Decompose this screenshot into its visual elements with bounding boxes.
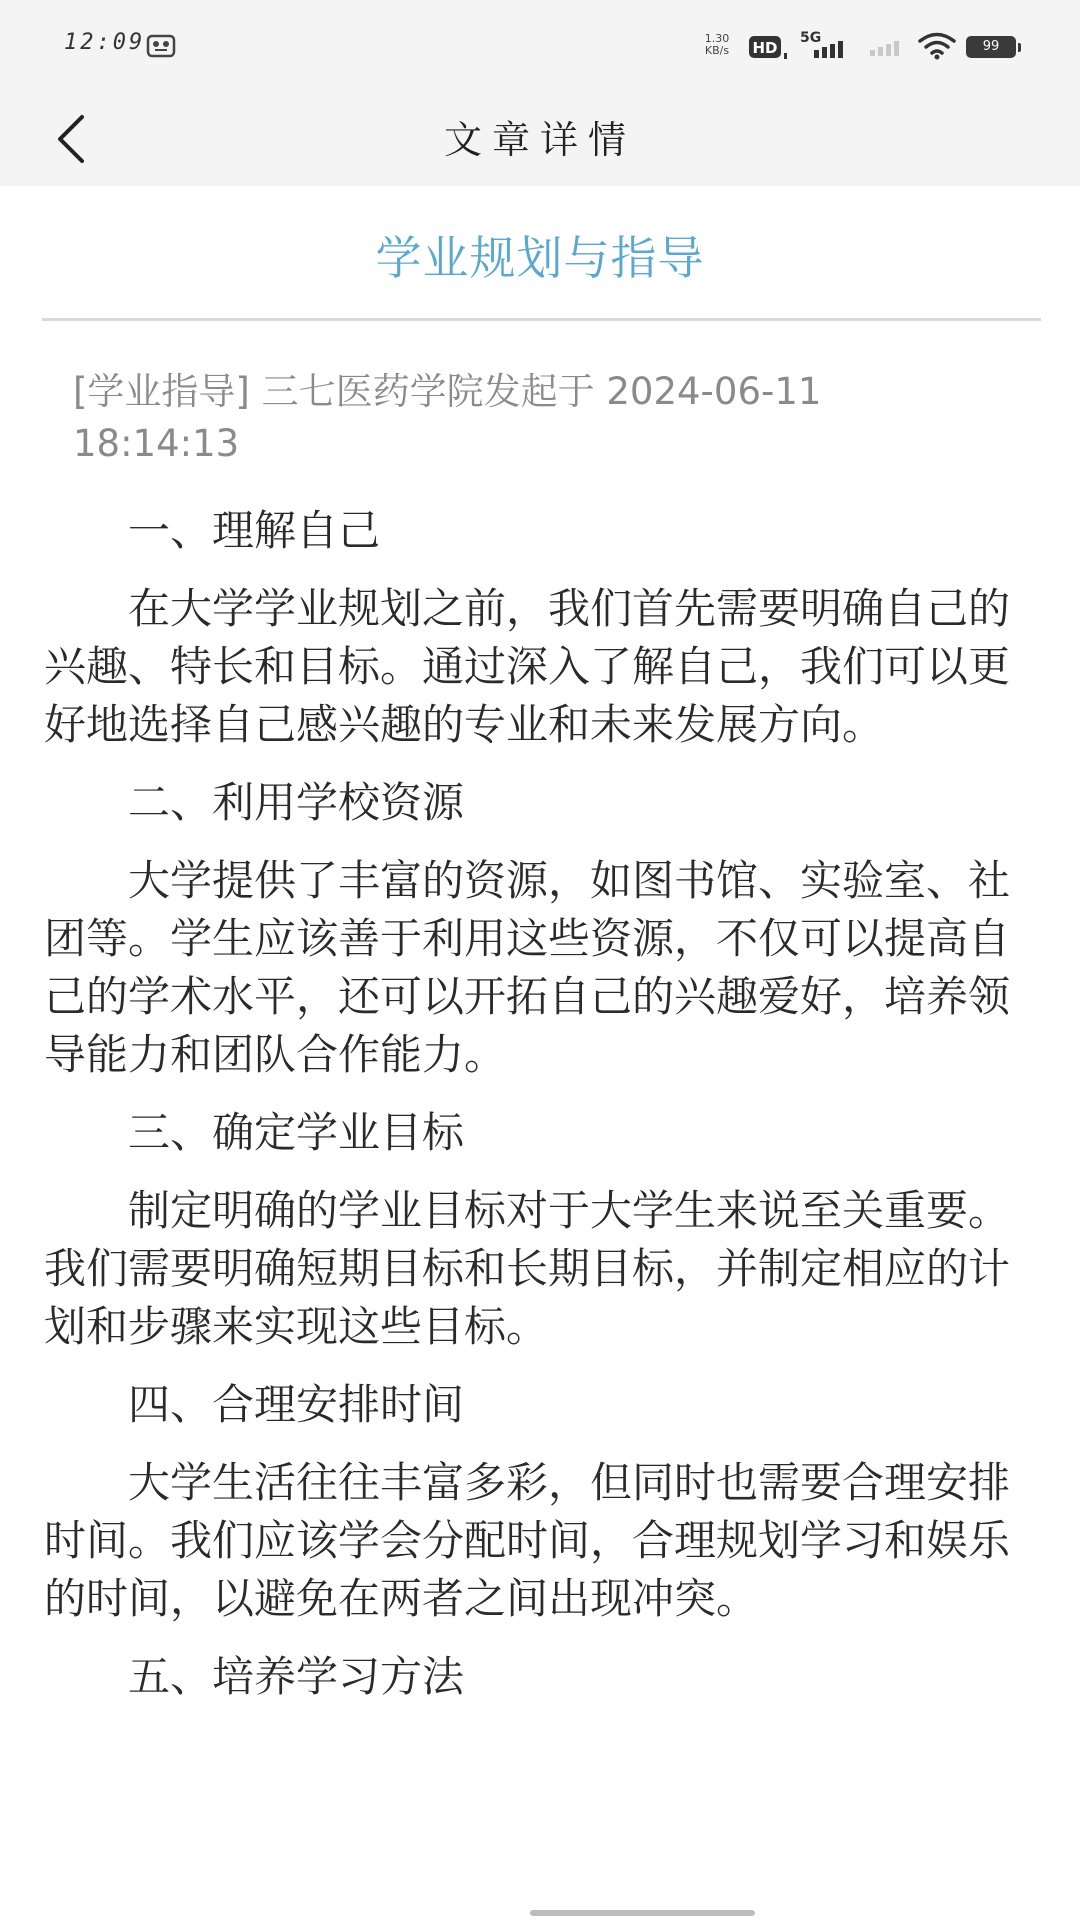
- signal-secondary-icon: [868, 38, 908, 62]
- notification-icon: [146, 34, 176, 62]
- hd-icon: [749, 35, 791, 63]
- article-title: 学业规划与指导: [375, 231, 705, 285]
- net-speed-unit: KB/s: [704, 44, 730, 57]
- paragraph: 大学生活往往丰富多彩，但同时也需要合理安排时间。我们应该学会分配时间，合理规划学习和娱乐的时间，以避免在两者之间出现冲突。: [44, 1458, 1011, 1623]
- title-divider: [42, 318, 1041, 321]
- battery-icon: 99: [966, 36, 1016, 58]
- chevron-left-icon: [52, 113, 92, 165]
- article-body: [44, 502, 1029, 1726]
- top-area: [0, 0, 1080, 186]
- section-heading: 二、利用学校资源: [128, 778, 465, 827]
- net-speed: [697, 33, 737, 57]
- back-button[interactable]: [36, 103, 108, 175]
- header-bar: [0, 95, 1080, 186]
- hd-label: HD: [752, 39, 778, 57]
- status-time: 12:09: [64, 30, 146, 55]
- paragraph: 在大学学业规划之前，我们首先需要明确自己的兴趣、特长和目标。通过深入了解自己，我们可以更好地选择自己感兴趣的专业和未来发展方向。: [44, 584, 1011, 749]
- section-heading: 三、确定学业目标: [128, 1108, 465, 1157]
- status-bar: [0, 0, 1080, 95]
- net-speed-value: 1.30: [704, 32, 730, 45]
- section-heading: 五、培养学习方法: [128, 1652, 465, 1701]
- wifi-icon: [918, 32, 956, 64]
- article-meta: [学业指导] 三七医药学院发起于 2024-06-11 18:14:13: [73, 370, 822, 465]
- section-heading: 四、合理安排时间: [128, 1380, 465, 1429]
- paragraph: 制定明确的学业目标对于大学生来说至关重要。我们需要明确短期目标和长期目标，并制定相应的计划和步骤来实现这些目标。: [44, 1186, 1011, 1351]
- network-label: 5G: [800, 30, 822, 46]
- section-heading: 一、理解自己: [128, 506, 381, 555]
- scroll-indicator[interactable]: [530, 1910, 755, 1916]
- battery-tip: [1018, 43, 1021, 52]
- paragraph: 大学提供了丰富的资源，如图书馆、实验室、社团等。学生应该善于利用这些资源，不仅可以提高自己的学术水平，还可以开拓自己的兴趣爱好，培养领导能力和团队合作能力。: [44, 856, 1011, 1079]
- page-title: 文章详情: [443, 118, 636, 162]
